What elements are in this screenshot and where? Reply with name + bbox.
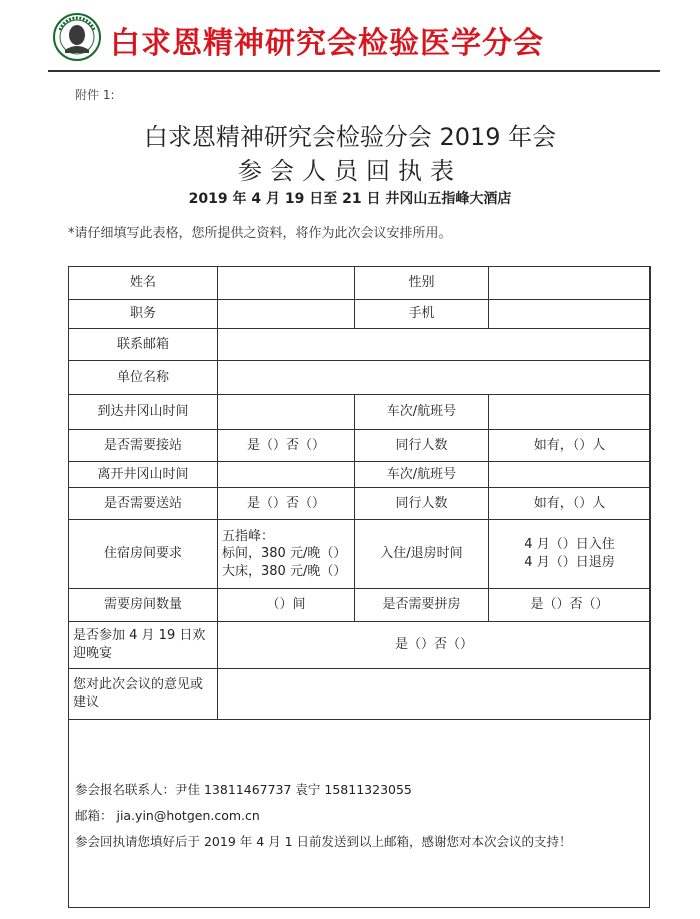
dropoff-choice[interactable]: 是（）否（） — [218, 488, 355, 520]
arrive-companions-label: 同行人数 — [355, 430, 489, 462]
position-field[interactable] — [218, 300, 355, 329]
table-row — [69, 669, 651, 720]
email-label: 联系邮箱 — [69, 329, 218, 361]
document-subtitle: 参会人员回执表 — [238, 157, 462, 185]
pickup-choice[interactable]: 是（）否（） — [218, 430, 355, 462]
contact-footer — [75, 777, 572, 855]
leave-companions-label: 同行人数 — [355, 488, 489, 520]
checkin-checkout-field[interactable] — [489, 520, 651, 589]
room-hotel-name: 五指峰： — [222, 528, 275, 544]
leave-train-flight-label: 车次/航班号 — [355, 462, 489, 488]
submission-deadline: 参会回执请您填好后于 2019 年 4 月 1 日前发送到以上邮箱，感谢您对本次会议的支持！ — [75, 834, 572, 849]
table-row — [69, 361, 651, 395]
comments-field[interactable] — [218, 669, 651, 720]
table-row — [69, 430, 651, 462]
banquet-choice[interactable]: 是（）否（） — [218, 622, 651, 669]
event-date-location: 2019 年 4 月 19 日至 21 日 井冈山五指峰大酒店 — [188, 191, 512, 207]
contact-email: 邮箱： jia.yin@hotgen.com.cn — [75, 808, 260, 823]
table-row — [69, 589, 651, 622]
share-room-choice[interactable]: 是（）否（） — [489, 589, 651, 622]
table-row — [69, 395, 651, 430]
arrive-time-label: 到达井冈山时间 — [69, 395, 218, 430]
checkin-checkout-label: 入住/退房时间 — [355, 520, 489, 589]
leave-time-label: 离开井冈山时间 — [69, 462, 218, 488]
document-title: 白求恩精神研究会检验分会 2019 年会 — [143, 123, 557, 151]
letterhead — [52, 12, 672, 64]
share-room-label: 是否需要拼房 — [355, 589, 489, 622]
leave-time-field[interactable] — [218, 462, 355, 488]
arrive-companions-field[interactable]: 如有，（）人 — [489, 430, 651, 462]
gender-field[interactable] — [489, 267, 651, 300]
company-label: 单位名称 — [69, 361, 218, 395]
room-requirement-label: 住宿房间要求 — [69, 520, 218, 589]
room-standard-option[interactable]: 标间，380 元/晚（） — [222, 546, 347, 562]
pickup-label: 是否需要接站 — [69, 430, 218, 462]
header-divider — [48, 70, 660, 72]
organization-logo-icon — [52, 12, 102, 62]
attachment-label: 附件 1: — [75, 88, 115, 102]
table-row — [69, 520, 651, 589]
comments-label: 您对此次会议的意见或建议 — [69, 669, 218, 720]
table-row — [69, 488, 651, 520]
company-field[interactable] — [218, 361, 651, 395]
checkin-date[interactable]: 4 月（）日入住 — [524, 537, 615, 553]
arrive-train-flight-label: 车次/航班号 — [355, 395, 489, 430]
phone-field[interactable] — [489, 300, 651, 329]
room-king-option[interactable]: 大床，380 元/晚（） — [222, 563, 347, 579]
leave-train-flight-field[interactable] — [489, 462, 651, 488]
table-row — [69, 300, 651, 329]
room-type-options[interactable] — [218, 520, 355, 589]
table-row — [69, 329, 651, 361]
table-row — [69, 462, 651, 488]
leave-companions-field[interactable]: 如有，（）人 — [489, 488, 651, 520]
organization-name: 白求恩精神研究会检验医学分会 — [110, 26, 544, 61]
table-row — [69, 622, 651, 669]
table-row — [69, 267, 651, 300]
email-field[interactable] — [218, 329, 651, 361]
gender-label: 性别 — [355, 267, 489, 300]
position-label: 职务 — [69, 300, 218, 329]
name-field[interactable] — [218, 267, 355, 300]
arrive-train-flight-field[interactable] — [489, 395, 651, 430]
dropoff-label: 是否需要送站 — [69, 488, 218, 520]
arrive-time-field[interactable] — [218, 395, 355, 430]
phone-label: 手机 — [355, 300, 489, 329]
contact-people: 参会报名联系人：尹佳 13811467737 袁宁 15811323055 — [75, 782, 412, 797]
checkout-date[interactable]: 4 月（）日退房 — [524, 555, 615, 570]
instruction-note: *请仔细填写此表格，您所提供之资料，将作为此次会议安排所用。 — [68, 226, 452, 241]
room-count-field[interactable]: （）间 — [218, 589, 355, 622]
registration-form-table — [68, 266, 651, 720]
banquet-label: 是否参加 4 月 19 日欢迎晚宴 — [69, 622, 218, 669]
name-label: 姓名 — [69, 267, 218, 300]
room-count-label: 需要房间数量 — [69, 589, 218, 622]
